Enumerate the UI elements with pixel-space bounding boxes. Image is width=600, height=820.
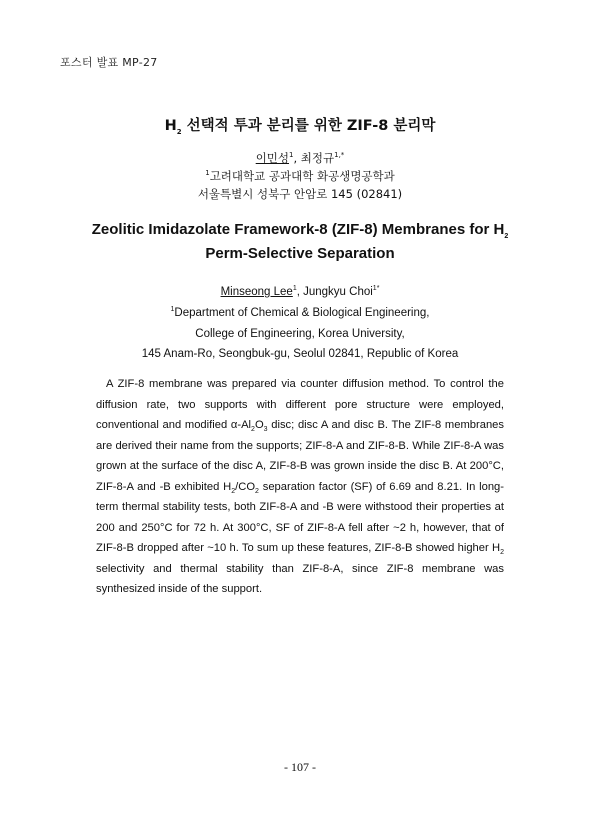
korean-title-rest: 선택적 투과 분리를 위한 ZIF-8 분리막 xyxy=(181,118,436,134)
abstract-text: separation factor (SF) of 6.69 and 8.21. In long-term thermal stability tests, both ZIF-8-A and -B were withstood their properties at 200 and 250°C for 72 h. At 300°C, SF of ZIF-8-A fell after ~2 h, however, that of ZIF-8-B dropped after ~10 h. To sum up these features, ZIF-8-B showed higher H xyxy=(96,480,504,554)
korean-author-sep: , xyxy=(293,151,301,165)
abstract-subscript: 2 xyxy=(255,487,259,495)
korean-author-2-sup: 1,* xyxy=(334,151,345,160)
abstract-text: A ZIF-8 membrane was prepared via counter diffusion method. To control the diffusion rate, two supports with different pore structure were employed, conventional and modified α-Al xyxy=(96,378,504,431)
abstract-subscript: 2 xyxy=(231,487,236,495)
english-title-main: Zeolitic Imidazolate Framework-8 (ZIF-8) Membranes for H xyxy=(91,221,505,238)
english-author-2: Jungkyu Choi xyxy=(303,286,373,298)
abstract-text: disc; disc A and disc B. The ZIF-8 membranes are derived their name from the supports; ZIF-8-A and ZIF-8-B. While ZIF-8-A was grown at the surface of the disc A, ZIF-8-B was grown inside the disc B. At 200°C, ZIF-8-A and -B exhibited H xyxy=(96,419,504,493)
english-affil-line-3: 145 Anam-Ro, Seongbuk-gu, Seolul 02841, Republic of Korea xyxy=(141,348,459,360)
page-number: - 107 - xyxy=(284,760,316,774)
abstract-text: /CO xyxy=(235,480,256,493)
english-author-1: Minseong Lee xyxy=(220,286,293,298)
korean-affiliation-sup: 1 xyxy=(205,169,210,178)
english-author-2-sup: 1* xyxy=(372,285,380,293)
korean-address: 서울특별시 성북구 안암로 145 (02841) xyxy=(197,187,403,201)
korean-affiliation xyxy=(0,168,600,184)
english-author-1-sup: 1 xyxy=(292,285,297,293)
english-title-line2: Perm-Selective Separation xyxy=(205,245,395,262)
abstract-subscript: 2 xyxy=(500,549,504,557)
korean-author-2: 최정규 xyxy=(300,151,335,165)
korean-author-1: 이민성 xyxy=(255,151,290,165)
korean-title-h: H xyxy=(164,118,177,134)
korean-authors xyxy=(0,150,600,166)
korean-affiliation-text: 고려대학교 공과대학 화공생명공학과 xyxy=(209,169,395,183)
korean-title xyxy=(0,114,600,135)
korean-author-1-sup: 1 xyxy=(289,151,294,160)
english-affil-line-1: Department of Chemical & Biological Engineering, xyxy=(174,307,430,319)
abstract-subscript: 2 xyxy=(251,426,255,434)
abstract-paragraph xyxy=(96,374,504,600)
english-affil-line-2: College of Engineering, Korea University, xyxy=(195,327,405,340)
english-author-sep: , xyxy=(296,286,304,298)
abstract-text: selectivity and thermal stability than ZIF-8-A, since ZIF-8 membrane was synthesized inside of the support. xyxy=(96,562,504,595)
english-authors xyxy=(0,286,600,298)
english-affiliation xyxy=(0,303,600,365)
english-title-subscript: 2 xyxy=(504,233,509,240)
english-affil-sup: 1 xyxy=(170,306,175,314)
korean-title-subscript: 2 xyxy=(176,127,182,136)
abstract-subscript: 3 xyxy=(263,426,268,434)
english-title xyxy=(70,218,530,266)
abstract-text: O xyxy=(254,419,264,431)
session-code: 포스터 발표 MP-27 xyxy=(60,56,158,69)
